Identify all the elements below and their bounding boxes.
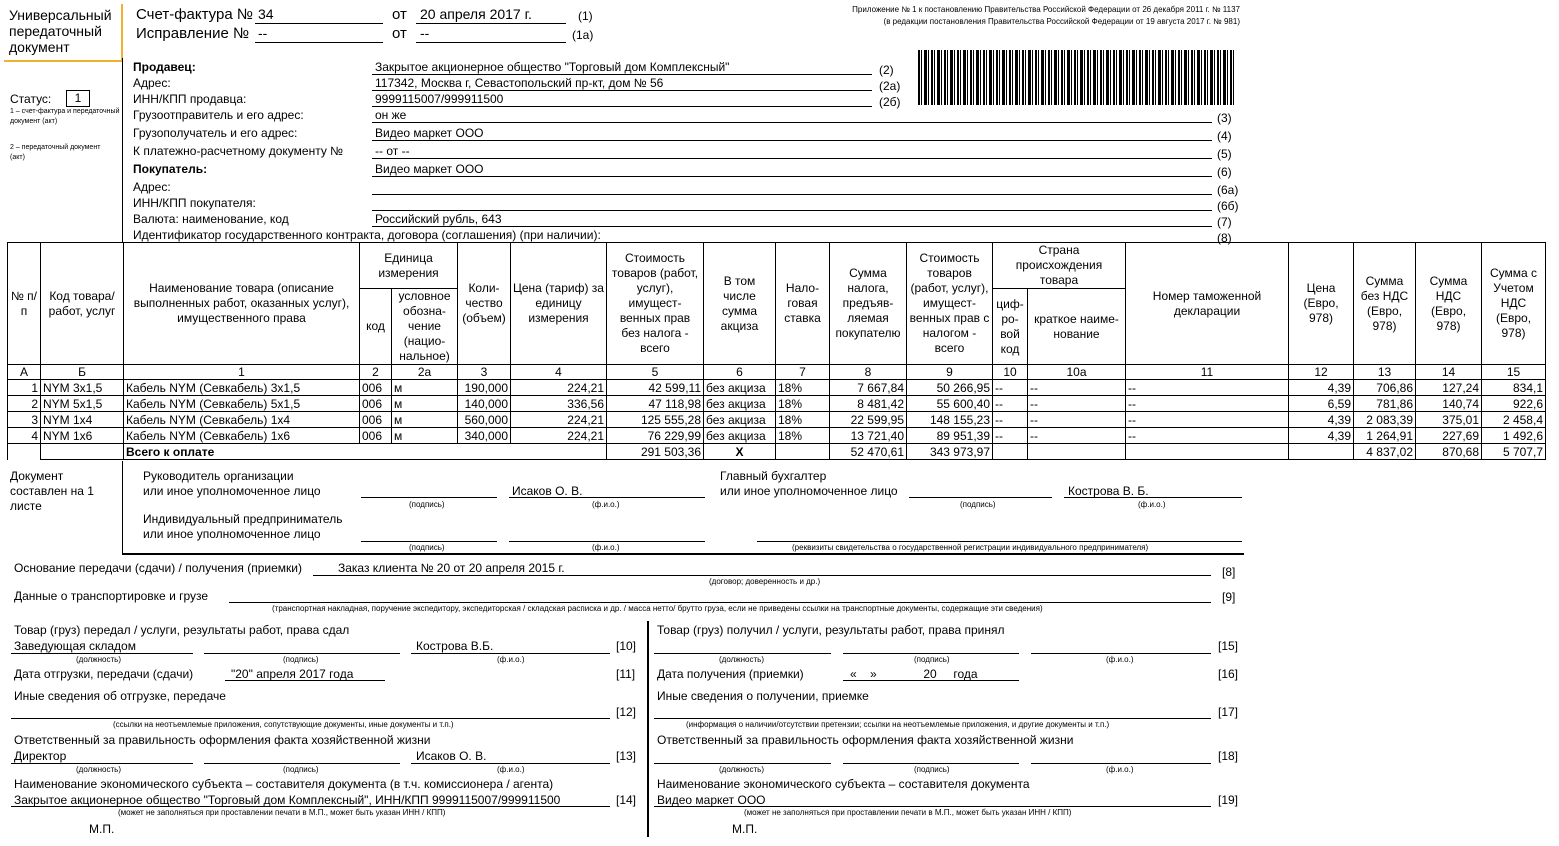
col-header-eur-price: Цена (Евро, 978) (1289, 243, 1354, 365)
col-header-rate: Нало-говая ставка (776, 243, 830, 365)
table-cell: 706,86 (1354, 380, 1416, 396)
table-cell: NYM 3x1,5 (41, 380, 124, 396)
table-cell: 4,39 (1289, 380, 1354, 396)
table-cell: 13 721,40 (830, 428, 907, 444)
code-10: [10] (616, 639, 637, 653)
column-number: Б (41, 365, 124, 380)
ship-resp-label: Ответственный за правильность оформления факта хозяйственной жизни (14, 733, 431, 747)
column-number: 10а (1028, 365, 1126, 380)
ship-other-caption: (ссылки на неотъемлемые приложения, сопутствующие документы, иные документы и т.п.) (113, 720, 454, 729)
table-cell: 55 600,40 (907, 396, 993, 412)
receive-other-caption: (информация о наличии/отсутствии претензии; ссылки на неотъемлемые приложения, и другие документы и т.п.) (686, 720, 1110, 729)
status-note-2: 2 – передаточный документ (акт) (10, 144, 101, 161)
table-cell: 224,21 (511, 380, 607, 396)
col-header-num: № п/п (8, 243, 41, 365)
total-row (8, 444, 1546, 460)
table-cell: -- (993, 380, 1028, 396)
document-title: Универсальный передаточный документ (9, 7, 112, 55)
correction-number: -- (258, 25, 268, 41)
header-value: Закрытое акционерное общество "Торговый дом Комплексный" (375, 60, 730, 74)
column-number: 3 (458, 365, 511, 380)
table-cell: 1 492,6 (1482, 428, 1546, 444)
ship-stamp-label: М.П. (89, 822, 115, 836)
total-eur-total: 5 707,7 (1482, 444, 1546, 460)
head-sign-caption: (подпись) (409, 500, 445, 509)
col-header-eur-total: Сумма с Учетом НДС (Евро, 978) (1482, 243, 1546, 365)
total-cost: 291 503,36 (607, 444, 704, 460)
receive-resp-sign-caption: (подпись) (914, 765, 950, 774)
appendix-line-2: (в редакции постановления Правительства Российской Федерации от 19 августа 2017 г. № 981) (883, 17, 1240, 26)
handed-label: Товар (груз) передал / услуги, результаты работ, права сдал (14, 623, 350, 637)
table-cell: -- (1126, 412, 1289, 428)
table-cell: м (392, 396, 458, 412)
received-position-caption: (должность) (719, 655, 764, 664)
handed-name: Кострова В.Б. (416, 639, 494, 653)
table-cell: 3 (8, 412, 41, 428)
table-cell: 340,000 (458, 428, 511, 444)
code-12: [12] (616, 705, 637, 719)
received-label: Товар (груз) получил / услуги, результаты работ, права принял (657, 623, 1005, 637)
table-cell: -- (1028, 396, 1126, 412)
receive-date-value: « » 20 года (850, 667, 978, 681)
barcode-image (918, 50, 1234, 105)
table-cell: Кабель NYM (Севкабель) 1х4 (124, 412, 360, 428)
header-label: Грузополучатель и его адрес: (133, 126, 298, 140)
ship-entity-caption: (может не заполняться при проставлении печати в М.П., может быть указан ИНН / КПП) (118, 808, 446, 817)
header-value: 117342, Москва г, Севастопольский пр-кт, дом № 56 (375, 76, 664, 90)
head-name: Исаков О. В. (512, 484, 583, 498)
transport-label: Данные о транспортировке и грузе (14, 589, 209, 603)
table-cell: 18% (776, 396, 830, 412)
header-code: (2) (879, 63, 894, 77)
column-number: 2а (392, 365, 458, 380)
table-cell: 227,69 (1416, 428, 1482, 444)
receive-stamp-label: М.П. (732, 822, 758, 836)
table-cell: 8 481,42 (830, 396, 907, 412)
ship-resp-fio-caption: (ф.и.о.) (497, 765, 525, 774)
table-cell: -- (993, 412, 1028, 428)
table-cell: 006 (360, 396, 392, 412)
code-14: [14] (616, 793, 637, 807)
accountant-label-1: Главный бухгалтер (720, 469, 827, 483)
col-header-country-code: циф-ро-вой код (993, 289, 1028, 365)
table-cell: м (392, 428, 458, 444)
header-value: Российский рубль, 643 (375, 212, 502, 226)
transport-code: [9] (1222, 590, 1236, 604)
invoice-date: 20 апреля 2017 г. (420, 6, 532, 22)
column-number: 4 (511, 365, 607, 380)
column-number: 11 (1126, 365, 1289, 380)
table-cell: 148 155,23 (907, 412, 993, 428)
header-code: (5) (1217, 147, 1232, 161)
table-cell: без акциза (704, 428, 776, 444)
col-header-name: Наименование товара (описание выполненных работ, оказанных услуг), имущественного права (124, 243, 360, 365)
appendix-line-1: Приложение № 1 к постановлению Правительства Российской Федерации от 26 декабря 2011 г. № 1137 (852, 5, 1240, 14)
table-cell: 42 599,11 (607, 380, 704, 396)
header-value: он же (375, 108, 407, 122)
table-cell: 22 599,95 (830, 412, 907, 428)
table-cell: 781,86 (1354, 396, 1416, 412)
header-label: К платежно-расчетному документу № (133, 144, 344, 158)
header-label: ИНН/КПП продавца: (133, 92, 247, 106)
table-cell: 18% (776, 380, 830, 396)
table-cell: 4,39 (1289, 428, 1354, 444)
receive-entity-label: Наименование экономического субъекта – составителя документа (657, 777, 1030, 791)
table-cell: 1 264,91 (1354, 428, 1416, 444)
col-header-unit-name: условное обозна-чение (нацио-нальное) (392, 289, 458, 365)
table-cell: 560,000 (458, 412, 511, 428)
table-cell: 224,21 (511, 428, 607, 444)
table-cell: 224,21 (511, 412, 607, 428)
table-cell: -- (1028, 428, 1126, 444)
table-cell: 18% (776, 428, 830, 444)
correction-mark: (1а) (572, 28, 594, 42)
header-code: (2а) (879, 79, 901, 93)
receive-resp-position-caption: (должность) (719, 765, 764, 774)
table-cell: -- (993, 428, 1028, 444)
items-table (7, 242, 1546, 460)
code-13: [13] (616, 749, 637, 763)
receive-other-label: Иные сведения о получении, приемке (657, 689, 869, 703)
invoice-label: Счет-фактура № (136, 6, 253, 23)
table-cell: 2 083,39 (1354, 412, 1416, 428)
header-label: Продавец: (133, 60, 196, 74)
ship-date-label: Дата отгрузки, передачи (сдачи) (14, 667, 194, 681)
col-header-country: Страна происхождения товара (993, 243, 1126, 289)
ip-fio-caption: (ф.и.о.) (592, 543, 620, 552)
total-eur-vat: 870,68 (1416, 444, 1482, 460)
accountant-fio-caption: (ф.и.о.) (1138, 500, 1166, 509)
total-label: Всего к оплате (124, 444, 607, 460)
table-cell: -- (993, 396, 1028, 412)
code-16: [16] (1218, 667, 1239, 681)
table-row (8, 412, 1546, 428)
column-number: 2 (360, 365, 392, 380)
table-cell: без акциза (704, 396, 776, 412)
header-label: ИНН/КПП покупателя: (133, 196, 256, 210)
receive-entity-caption: (может не заполняться при проставлении печати в М.П., может быть указан ИНН / КПП) (744, 808, 1072, 817)
table-cell: без акциза (704, 380, 776, 396)
table-cell: м (392, 380, 458, 396)
status-note-1: 1 – счет-фактура и передаточный документ (акт) (10, 108, 120, 125)
table-cell: 47 118,98 (607, 396, 704, 412)
table-cell: 140,000 (458, 396, 511, 412)
ship-date-value: "20" апреля 2017 года (231, 667, 354, 681)
ship-other-label: Иные сведения об отгрузке, передаче (14, 689, 226, 703)
table-cell: 6,59 (1289, 396, 1354, 412)
status-value: 1 (66, 90, 90, 107)
column-number: 14 (1416, 365, 1482, 380)
table-cell: 336,56 (511, 396, 607, 412)
basis-code: [8] (1222, 565, 1236, 579)
table-cell: 834,1 (1482, 380, 1546, 396)
column-numbers-row (8, 365, 1546, 380)
col-header-qty: Коли-чество (объем) (458, 243, 511, 365)
code-19: [19] (1218, 793, 1239, 807)
invoice-mark: (1) (578, 9, 593, 23)
col-header-eur-vat: Сумма НДС (Евро, 978) (1416, 243, 1482, 365)
header-label: Валюта: наименование, код (133, 212, 289, 226)
table-cell: NYM 5x1,5 (41, 396, 124, 412)
ship-entity-label: Наименование экономического субъекта – составителя документа (в т.ч. комиссионера / агента) (14, 777, 554, 791)
table-cell: Кабель NYM (Севкабель) 3х1,5 (124, 380, 360, 396)
col-header-country-name: краткое наиме-нование (1028, 289, 1126, 365)
column-number: 9 (907, 365, 993, 380)
handed-fio-caption: (ф.и.о.) (497, 655, 525, 664)
table-cell: 006 (360, 428, 392, 444)
accountant-name: Кострова В. Б. (1068, 484, 1149, 498)
table-cell: -- (1126, 396, 1289, 412)
table-cell: 1 (8, 380, 41, 396)
receive-resp-fio-caption: (ф.и.о.) (1106, 765, 1134, 774)
receive-date-label: Дата получения (приемки) (657, 667, 804, 681)
header-label: Идентификатор государственного контракта, договора (соглашения) (при наличии): (133, 228, 601, 242)
table-cell: 006 (360, 412, 392, 428)
table-cell: NYM 1x4 (41, 412, 124, 428)
table-cell: 76 229,99 (607, 428, 704, 444)
head-fio-caption: (ф.и.о.) (592, 500, 620, 509)
doc-made-note: Документ составлен на 1 листе (10, 469, 94, 513)
column-number: 1 (124, 365, 360, 380)
table-cell: Кабель NYM (Севкабель) 1х6 (124, 428, 360, 444)
col-header-unit-code: код (360, 289, 392, 365)
code-17: [17] (1218, 705, 1239, 719)
header-code: (7) (1217, 215, 1232, 229)
header-value: 9999115007/999911500 (375, 92, 504, 106)
table-cell: -- (1028, 412, 1126, 428)
table-cell: 140,74 (1416, 396, 1482, 412)
header-code: (6) (1217, 165, 1232, 179)
col-header-tax: Сумма налога, предъяв-ляемая покупателю (830, 243, 907, 365)
header-code: (6а) (1217, 183, 1239, 197)
table-cell: -- (1028, 380, 1126, 396)
total-sum: 343 973,97 (907, 444, 993, 460)
ip-requisites-caption: (реквизиты свидетельства о государственной регистрации индивидуального предпринимателя) (792, 543, 1149, 552)
ship-entity-value: Закрытое акционерное общество "Торговый дом Комплексный", ИНН/КПП 9999115007/999911500 (14, 793, 561, 807)
header-label: Адрес: (133, 180, 171, 194)
header-value: Видео маркет ООО (375, 162, 484, 176)
header-value: -- от -- (375, 144, 410, 158)
header-code: (2б) (879, 95, 901, 109)
column-number: 8 (830, 365, 907, 380)
correction-date: -- (420, 25, 430, 41)
table-cell: 7 667,84 (830, 380, 907, 396)
table-cell: 190,000 (458, 380, 511, 396)
table-row (8, 428, 1546, 444)
handed-position-caption: (должность) (76, 655, 121, 664)
header-label: Грузоотправитель и его адрес: (133, 108, 304, 122)
col-header-excise: В том числе сумма акциза (704, 243, 776, 365)
column-number: 15 (1482, 365, 1546, 380)
col-header-unit: Единица измерения (360, 243, 458, 289)
handed-position: Заведующая складом (14, 639, 136, 653)
header-code: (3) (1217, 111, 1232, 125)
column-number: 7 (776, 365, 830, 380)
ip-label-1: Индивидуальный предприниматель (143, 512, 343, 526)
header-code: (6б) (1217, 199, 1239, 213)
column-number: 12 (1289, 365, 1354, 380)
table-cell: 127,24 (1416, 380, 1482, 396)
table-cell: 50 266,95 (907, 380, 993, 396)
col-header-cost: Стоимость товаров (работ, услуг), имущест-венных прав без налога - всего (607, 243, 704, 365)
handed-sign-caption: (подпись) (283, 655, 319, 664)
basis-label: Основание передачи (сдачи) / получения (приемки) (14, 561, 302, 575)
header-code: (8) (1217, 231, 1232, 245)
table-cell: без акциза (704, 412, 776, 428)
table-cell: 2 (8, 396, 41, 412)
table-cell: 125 555,28 (607, 412, 704, 428)
column-number: 13 (1354, 365, 1416, 380)
accountant-label-2: или иное уполномоченное лицо (720, 484, 898, 498)
total-excise: X (704, 444, 776, 460)
ship-resp-position: Директор (14, 749, 67, 763)
ip-label-2: или иное уполномоченное лицо (143, 527, 321, 541)
head-label-1: Руководитель организации (143, 469, 294, 483)
column-number: А (8, 365, 41, 380)
table-cell: 18% (776, 412, 830, 428)
header-value: Видео маркет ООО (375, 126, 484, 140)
table-cell: 4 (8, 428, 41, 444)
header-label: Адрес: (133, 76, 171, 90)
table-cell: NYM 1x6 (41, 428, 124, 444)
basis-caption: (договор; доверенность и др.) (709, 577, 821, 586)
code-15: [15] (1218, 639, 1239, 653)
invoice-number: 34 (258, 6, 274, 22)
document-title-box (4, 4, 123, 62)
invoice-from-label: от (392, 6, 407, 23)
col-header-price: Цена (тариф) за единицу измерения (511, 243, 607, 365)
code-18: [18] (1218, 749, 1239, 763)
col-header-code: Код товара/ работ, услуг (41, 243, 124, 365)
status-label: Статус: (10, 92, 52, 106)
code-11: [11] (616, 667, 636, 681)
table-cell: 2 458,4 (1482, 412, 1546, 428)
ship-resp-sign-caption: (подпись) (283, 765, 319, 774)
table-row (8, 396, 1546, 412)
table-cell: -- (1126, 428, 1289, 444)
receive-entity-value: Видео маркет ООО (657, 793, 766, 807)
table-cell: Кабель NYM (Севкабель) 5х1,5 (124, 396, 360, 412)
ship-resp-position-caption: (должность) (76, 765, 121, 774)
column-number: 6 (704, 365, 776, 380)
received-sign-caption: (подпись) (914, 655, 950, 664)
col-header-total: Стоимость товаров (работ, услуг), имущест-венных прав с налогом - всего (907, 243, 993, 365)
table-cell: м (392, 412, 458, 428)
table-cell: 922,6 (1482, 396, 1546, 412)
total-tax: 52 470,61 (830, 444, 907, 460)
header-label: Покупатель: (133, 162, 208, 176)
header-code: (4) (1217, 129, 1232, 143)
ip-sign-caption: (подпись) (409, 543, 445, 552)
table-cell: 89 951,39 (907, 428, 993, 444)
correction-from-label: от (392, 25, 407, 42)
col-header-customs: Номер таможенной декларации (1126, 243, 1289, 365)
received-fio-caption: (ф.и.о.) (1106, 655, 1134, 664)
column-number: 10 (993, 365, 1028, 380)
table-cell: 006 (360, 380, 392, 396)
ship-resp-name: Исаков О. В. (416, 749, 487, 763)
basis-value: Заказ клиента № 20 от 20 апреля 2015 г. (338, 561, 565, 575)
head-label-2: или иное уполномоченное лицо (143, 484, 321, 498)
table-row (8, 380, 1546, 396)
accountant-sign-caption: (подпись) (960, 500, 996, 509)
table-cell: 4,39 (1289, 412, 1354, 428)
col-header-eur-sum: Сумма без НДС (Евро, 978) (1354, 243, 1416, 365)
transport-caption: (транспортная накладная, поручение экспедитору, экспедиторская / складская расписка и др. / масса нетто/ брутто груза, если не приведены ссылки на транспортные документы, содержащие эти сведения) (272, 604, 1043, 613)
total-eur-sum: 4 837,02 (1354, 444, 1416, 460)
correction-label: Исправление № (136, 25, 250, 42)
receive-resp-label: Ответственный за правильность оформления факта хозяйственной жизни (657, 733, 1074, 747)
column-number: 5 (607, 365, 704, 380)
table-cell: -- (1126, 380, 1289, 396)
table-cell: 375,01 (1416, 412, 1482, 428)
